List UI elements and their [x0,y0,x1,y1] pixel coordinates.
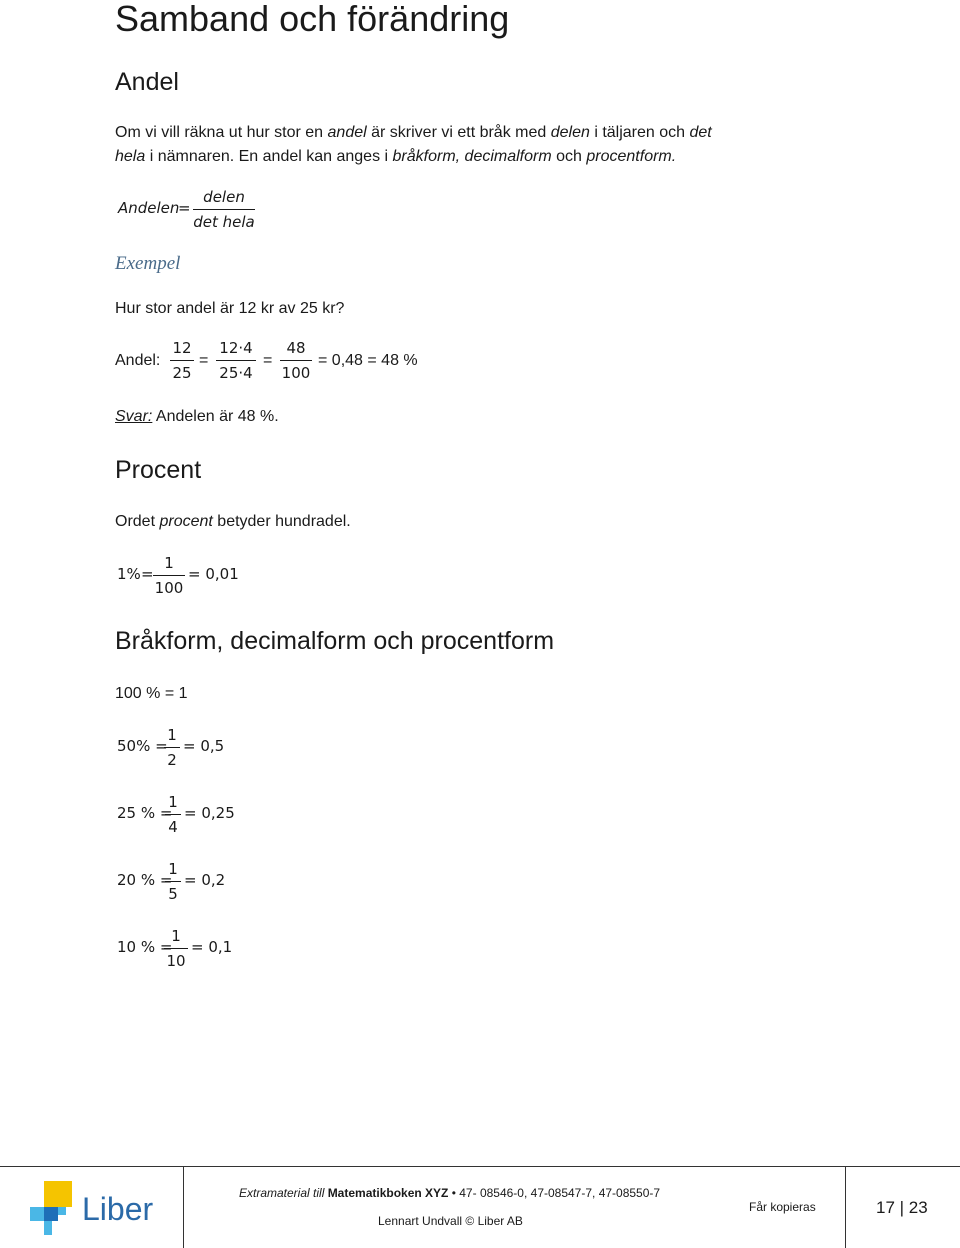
fraction-numerator: 1 [168,793,178,811]
fraction-numerator: 1 [167,726,177,744]
example-label: Exempel [115,253,181,274]
text-italic: procent [159,513,213,530]
fraction-numerator: 48 [286,339,306,357]
conversion-rhs: = 0,5 [183,737,225,755]
fraction-denominator: 2 [167,751,177,769]
text: är skriver vi ett bråk med [366,124,551,141]
section-heading-andel: Andel [115,68,179,96]
fraction-denominator: 25·4 [219,364,253,382]
page-number: 17 | 23 [876,1198,928,1217]
example-question: Hur stor andel är 12 kr av 25 kr? [115,300,345,317]
fraction-denominator: 5 [168,885,178,903]
fraction-12-25 [170,338,194,383]
fraction-denominator: det hela [193,213,255,231]
fraction-expanded [216,338,256,383]
conversion-rhs: = 0,1 [191,938,233,956]
answer-text: Andelen är 48 %. [152,408,279,425]
fraction-bar [165,814,181,815]
text: betyder hundradel. [212,513,351,530]
footer-divider [845,1167,846,1248]
hundred-percent-line: 100 % = 1 [115,685,188,702]
text: Ordet [115,513,160,530]
fraction-bar [164,948,188,949]
fraction-numerator: delen [203,188,245,206]
formula-fraction [193,187,255,232]
fraction-bar [280,360,312,361]
calc-label: Andel: [115,352,161,369]
fraction-numerator: 1 [168,860,178,878]
fraction-denominator: 4 [168,818,178,836]
fraction-bar [216,360,256,361]
equals-sign: = [199,352,209,369]
andel-paragraph-line1 [115,121,712,145]
footer-divider [183,1167,184,1248]
section-heading-procent: Procent [115,456,202,484]
liber-logo-icon [30,1181,78,1237]
fraction-numerator: 12 [172,339,192,357]
calc-result: = 0,48 = 48 % [318,352,418,369]
liber-logo-text: Liber [82,1191,154,1227]
fraction-numerator: 12·4 [219,339,253,357]
text-italic: bråkform, decimalform [392,148,552,165]
fraction-denominator: 10 [166,952,186,970]
fraction-bar [170,360,194,361]
fraction-bar [164,747,180,748]
formula-equals: = [178,199,191,217]
section-heading-brakform: Bråkform, decimalform och procentform [115,627,555,655]
text-italic: delen [550,124,590,141]
fraction-denominator: 100 [281,364,311,382]
page-title: Samband och förändring [115,0,510,39]
footer-credit-line1 [239,1186,660,1200]
conversion-rhs: = 0,25 [184,804,235,822]
conversion-lhs: 20 % = [117,871,173,889]
text: i täljaren och [589,124,690,141]
conversion-fraction [165,792,181,837]
formula-lhs: Andelen [118,199,180,217]
text-italic: andel [327,124,367,141]
text: Om vi vill räkna ut hur stor en [115,124,328,141]
conversion-lhs: 10 % = [117,938,173,956]
book-title: Matematikboken XYZ [327,1186,449,1200]
conversion-fraction [164,926,188,971]
andel-paragraph-line2 [115,145,676,169]
footer-credit-line2: Lennart Undvall © Liber AB [378,1214,523,1228]
procent-definition [115,510,351,534]
conversion-fraction [164,725,180,770]
text-italic: Extramaterial till [239,1186,328,1200]
isbn-list: • 47- 08546-0, 47-08547-7, 47-08550-7 [448,1186,661,1200]
conversion-fraction [165,859,181,904]
text: och [551,148,587,165]
conversion-rhs: = 0,2 [184,871,226,889]
fraction-numerator: 1 [164,554,174,572]
text-italic: procentform. [586,148,677,165]
text-italic: hela [115,148,146,165]
fraction-denominator: 100 [154,579,184,597]
text: i nämnaren. En andel kan anges i [145,148,393,165]
fraction-bar [153,575,185,576]
answer-label: Svar: [115,408,153,425]
conversion-lhs: 50% = [117,737,168,755]
answer [115,405,279,429]
page-footer [0,1166,960,1248]
fraction-bar [165,881,181,882]
liber-logo [30,1181,180,1237]
equals-sign: = [141,565,154,583]
text-italic: det [689,124,712,141]
equals-sign: = [263,352,273,369]
copy-permission: Får kopieras [749,1200,816,1214]
fraction-bar [193,209,255,210]
fraction-numerator: 1 [171,927,181,945]
procent-rhs: = 0,01 [188,565,239,583]
fraction-48-100 [280,338,312,383]
fraction-denominator: 25 [172,364,192,382]
procent-lhs: 1% [117,565,141,583]
conversion-lhs: 25 % = [117,804,173,822]
fraction-1-100 [153,553,185,598]
